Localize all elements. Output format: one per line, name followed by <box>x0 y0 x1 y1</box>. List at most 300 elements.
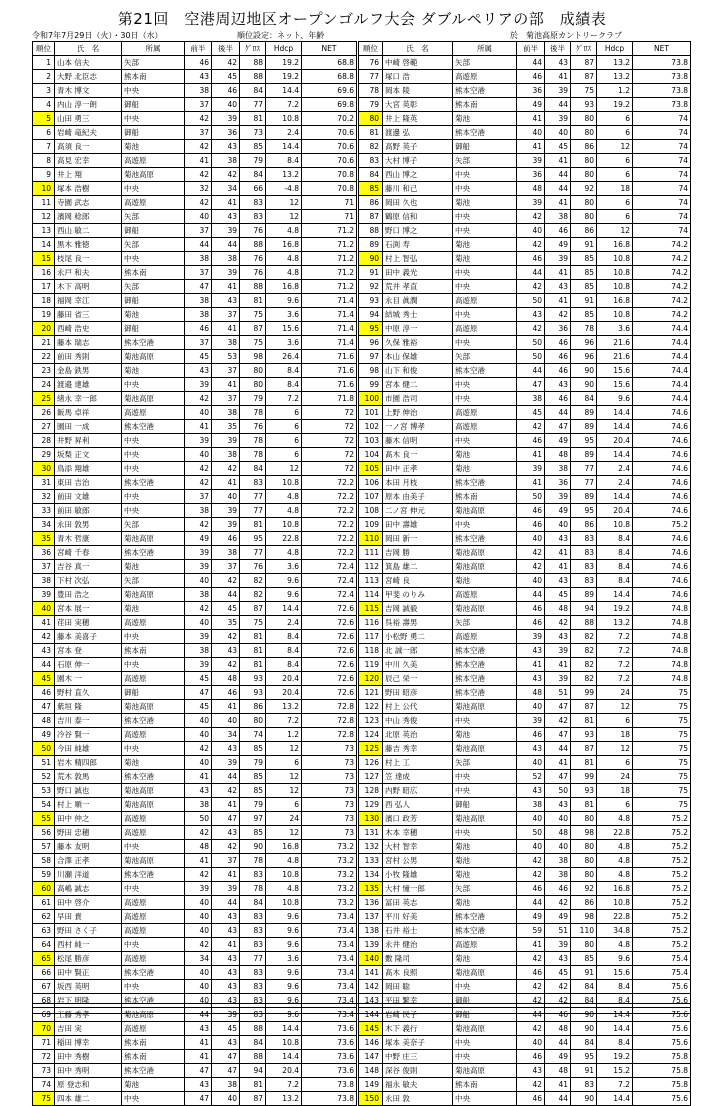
cell-rank: 34 <box>33 518 55 532</box>
table-row <box>359 420 691 434</box>
cell-gross: 88 <box>240 280 266 294</box>
cell-back-nine: 40 <box>212 490 240 504</box>
cell-net: 73.4 <box>302 1008 357 1022</box>
cell-player-name: 濱岡 稔郎 <box>55 210 122 224</box>
cell-club: 高遊原 <box>122 406 185 420</box>
table-row <box>33 392 357 406</box>
cell-net: 72.6 <box>302 644 357 658</box>
cell-club: 菊池高原 <box>122 532 185 546</box>
cell-player-name: 大村 博子 <box>383 154 453 168</box>
cell-gross: 83 <box>240 994 266 1008</box>
cell-player-name: 吉岡 勝 <box>383 546 453 560</box>
cell-club: 熊本空港 <box>453 84 517 98</box>
cell-gross: 79 <box>240 154 266 168</box>
cell-rank: 6 <box>33 126 55 140</box>
cell-hdcp: 20.4 <box>266 686 302 700</box>
cell-front-nine: 41 <box>185 420 212 434</box>
cell-rank: 133 <box>359 854 383 868</box>
cell-net: 75 <box>633 770 691 784</box>
cell-rank: 92 <box>359 280 383 294</box>
cell-back-nine: 49 <box>545 1050 571 1064</box>
table-row <box>33 1064 357 1078</box>
cell-rank: 91 <box>359 266 383 280</box>
cell-back-nine: 41 <box>545 154 571 168</box>
cell-gross: 80 <box>571 168 597 182</box>
cell-front-nine: 39 <box>185 434 212 448</box>
cell-net: 74.2 <box>633 280 691 294</box>
header-hdcp: Hdcp <box>266 42 302 56</box>
cell-net: 74.4 <box>633 350 691 364</box>
cell-front-nine: 43 <box>517 644 545 658</box>
cell-gross: 83 <box>240 938 266 952</box>
cell-net: 74.4 <box>633 336 691 350</box>
cell-net: 71.4 <box>302 322 357 336</box>
cell-hdcp: 4.8 <box>597 938 633 952</box>
cell-net: 74 <box>633 210 691 224</box>
cell-gross: 90 <box>571 1022 597 1036</box>
cell-club: 熊本空港 <box>122 994 185 1008</box>
cell-club: 高遊原 <box>122 826 185 840</box>
cell-gross: 93 <box>240 672 266 686</box>
cell-gross: 85 <box>240 826 266 840</box>
cell-rank: 81 <box>359 126 383 140</box>
cell-back-nine: 43 <box>545 952 571 966</box>
cell-player-name: 豊田 浩之 <box>55 588 122 602</box>
cell-player-name: 村上 智弘 <box>383 252 453 266</box>
cell-gross: 88 <box>571 616 597 630</box>
cell-hdcp: 22.8 <box>597 826 633 840</box>
cell-gross: 90 <box>571 1008 597 1022</box>
cell-back-nine: 41 <box>212 798 240 812</box>
cell-gross: 84 <box>240 1036 266 1050</box>
cell-back-nine: 41 <box>212 476 240 490</box>
table-row <box>359 168 691 182</box>
cell-club: 菊池高原 <box>122 350 185 364</box>
cell-hdcp: 9.6 <box>266 910 302 924</box>
cell-club: 菊池 <box>122 602 185 616</box>
cell-front-nine: 43 <box>517 1064 545 1078</box>
cell-back-nine: 41 <box>545 658 571 672</box>
cell-gross: 86 <box>240 700 266 714</box>
cell-club: 熊本空港 <box>122 336 185 350</box>
cell-rank: 26 <box>33 406 55 420</box>
cell-club: 中央 <box>122 84 185 98</box>
cell-front-nine: 44 <box>517 364 545 378</box>
cell-rank: 37 <box>33 560 55 574</box>
cell-front-nine: 41 <box>517 140 545 154</box>
cell-front-nine: 46 <box>517 728 545 742</box>
cell-back-nine: 43 <box>212 742 240 756</box>
cell-rank: 35 <box>33 532 55 546</box>
cell-net: 70.8 <box>302 182 357 196</box>
cell-net: 75 <box>633 756 691 770</box>
cell-gross: 80 <box>571 812 597 826</box>
cell-hdcp: 2.4 <box>266 126 302 140</box>
cell-club: 菊池高原 <box>453 966 517 980</box>
cell-player-name: 荒木 敦馬 <box>55 770 122 784</box>
table-row <box>359 588 691 602</box>
cell-net: 72.2 <box>302 504 357 518</box>
cell-front-nine: 50 <box>517 294 545 308</box>
cell-club: 熊本南 <box>453 1078 517 1092</box>
cell-net: 69.6 <box>302 84 357 98</box>
table-row <box>33 336 357 350</box>
cell-club: 矢部 <box>122 574 185 588</box>
cell-rank: 5 <box>33 112 55 126</box>
cell-hdcp: 7.2 <box>597 672 633 686</box>
cell-net: 74.6 <box>633 504 691 518</box>
cell-back-nine: 46 <box>545 224 571 238</box>
table-row <box>359 966 691 980</box>
cell-net: 73.8 <box>633 84 691 98</box>
cell-player-name: 呉裕 壽男 <box>383 616 453 630</box>
cell-rank: 61 <box>33 896 55 910</box>
cell-net: 73.4 <box>302 910 357 924</box>
cell-hdcp: 8.4 <box>597 994 633 1008</box>
cell-hdcp: 10.8 <box>597 280 633 294</box>
cell-gross: 78 <box>240 406 266 420</box>
cell-hdcp: 14.4 <box>266 84 302 98</box>
cell-rank: 75 <box>33 1092 55 1106</box>
cell-rank: 136 <box>359 896 383 910</box>
cell-club: 高遊原 <box>122 812 185 826</box>
cell-player-name: 藤川 和己 <box>383 182 453 196</box>
cell-front-nine: 50 <box>517 336 545 350</box>
cell-hdcp: 3.6 <box>266 560 302 574</box>
cell-club: 中央 <box>122 742 185 756</box>
cell-back-nine: 43 <box>212 294 240 308</box>
cell-rank: 112 <box>359 560 383 574</box>
cell-net: 71.2 <box>302 266 357 280</box>
cell-hdcp: 16.8 <box>266 280 302 294</box>
cell-club: 中央 <box>453 336 517 350</box>
cell-rank: 86 <box>359 196 383 210</box>
table-row <box>359 994 691 1008</box>
cell-rank: 59 <box>33 868 55 882</box>
cell-club: 菊池高原 <box>453 560 517 574</box>
cell-rank: 7 <box>33 140 55 154</box>
cell-back-nine: 43 <box>212 924 240 938</box>
cell-player-name: 金島 鉄男 <box>55 364 122 378</box>
cell-rank: 36 <box>33 546 55 560</box>
cell-hdcp: 10.8 <box>597 518 633 532</box>
cell-net: 74.2 <box>633 238 691 252</box>
cell-club: 中央 <box>453 714 517 728</box>
table-row <box>359 280 691 294</box>
cell-back-nine: 46 <box>545 392 571 406</box>
cell-hdcp: -4.8 <box>266 182 302 196</box>
cell-gross: 86 <box>571 518 597 532</box>
cell-rank: 95 <box>359 322 383 336</box>
cell-hdcp: 15.6 <box>266 322 302 336</box>
cell-hdcp: 20.4 <box>597 434 633 448</box>
cell-rank: 102 <box>359 420 383 434</box>
cell-club: 高遊原 <box>453 322 517 336</box>
table-row <box>33 490 357 504</box>
cell-club: 中央 <box>122 1092 185 1106</box>
header-name: 氏 名 <box>383 42 453 56</box>
cell-net: 75.2 <box>633 812 691 826</box>
cell-rank: 111 <box>359 546 383 560</box>
table-row <box>33 938 357 952</box>
cell-net: 74.6 <box>633 574 691 588</box>
cell-gross: 91 <box>571 966 597 980</box>
header-rank: 順位 <box>33 42 55 56</box>
cell-gross: 83 <box>240 910 266 924</box>
cell-back-nine: 41 <box>545 294 571 308</box>
cell-back-nine: 51 <box>545 686 571 700</box>
cell-back-nine: 43 <box>212 210 240 224</box>
cell-rank: 120 <box>359 672 383 686</box>
cell-net: 75.2 <box>633 924 691 938</box>
table-row <box>33 700 357 714</box>
cell-back-nine: 37 <box>212 364 240 378</box>
cell-front-nine: 40 <box>185 924 212 938</box>
cell-rank: 22 <box>33 350 55 364</box>
cell-player-name: 緒永 幸一郎 <box>55 392 122 406</box>
cell-back-nine: 38 <box>545 462 571 476</box>
cell-net: 75.6 <box>633 1092 691 1106</box>
table-row <box>33 140 357 154</box>
cell-club: 高遊原 <box>122 1022 185 1036</box>
cell-net: 75.2 <box>633 882 691 896</box>
cell-rank: 48 <box>33 714 55 728</box>
cell-rank: 109 <box>359 518 383 532</box>
cell-player-name: 大宮 英彰 <box>383 98 453 112</box>
cell-net: 75.2 <box>633 854 691 868</box>
cell-back-nine: 43 <box>545 280 571 294</box>
cell-player-name: 下村 次弘 <box>55 574 122 588</box>
cell-rank: 8 <box>33 154 55 168</box>
cell-player-name: 平川 好美 <box>383 910 453 924</box>
table-row <box>359 70 691 84</box>
cell-hdcp: 4.8 <box>266 252 302 266</box>
cell-hdcp: 19.2 <box>266 56 302 70</box>
cell-back-nine: 44 <box>545 742 571 756</box>
table-row <box>359 252 691 266</box>
cell-player-name: 田中 正孝 <box>383 462 453 476</box>
cell-net: 74.6 <box>633 560 691 574</box>
table-row <box>33 504 357 518</box>
table-row <box>33 252 357 266</box>
cell-back-nine: 44 <box>545 98 571 112</box>
cell-club: 菊池 <box>453 112 517 126</box>
cell-rank: 78 <box>359 84 383 98</box>
cell-net: 74 <box>633 112 691 126</box>
cell-net: 74.4 <box>633 322 691 336</box>
cell-back-nine: 42 <box>545 896 571 910</box>
cell-back-nine: 47 <box>212 1064 240 1078</box>
cell-club: 菊池高原 <box>453 812 517 826</box>
cell-hdcp: 9.6 <box>266 294 302 308</box>
cell-gross: 73 <box>240 126 266 140</box>
cell-rank: 74 <box>33 1078 55 1092</box>
cell-front-nine: 40 <box>185 210 212 224</box>
cell-rank: 32 <box>33 490 55 504</box>
cell-back-nine: 53 <box>212 350 240 364</box>
cell-front-nine: 50 <box>185 812 212 826</box>
cell-back-nine: 38 <box>212 252 240 266</box>
cell-club: 高遊原 <box>453 70 517 84</box>
cell-hdcp: 6 <box>266 406 302 420</box>
cell-player-name: 西 弘人 <box>383 798 453 812</box>
cell-player-name: 岡本 陵 <box>383 84 453 98</box>
cell-rank: 124 <box>359 728 383 742</box>
cell-player-name: 青木 哲康 <box>55 532 122 546</box>
cell-hdcp: 4.8 <box>266 504 302 518</box>
cell-player-name: 藤田 省三 <box>55 308 122 322</box>
cell-gross: 88 <box>240 1050 266 1064</box>
cell-net: 72.4 <box>302 588 357 602</box>
cell-player-name: 吉田 実 <box>55 1022 122 1036</box>
cell-gross: 91 <box>571 1064 597 1078</box>
cell-back-nine: 41 <box>545 560 571 574</box>
cell-gross: 80 <box>571 854 597 868</box>
table-row <box>359 224 691 238</box>
cell-net: 71.8 <box>302 392 357 406</box>
table-row <box>359 924 691 938</box>
cell-player-name: 早田 貴 <box>55 910 122 924</box>
cell-club: 高遊原 <box>122 728 185 742</box>
cell-player-name: 寺園 武志 <box>55 196 122 210</box>
cell-club: 菊池 <box>453 238 517 252</box>
table-row <box>359 434 691 448</box>
cell-front-nine: 59 <box>517 924 545 938</box>
cell-player-name: 紫垣 隆 <box>55 700 122 714</box>
cell-front-nine: 40 <box>185 728 212 742</box>
cell-net: 72.2 <box>302 532 357 546</box>
cell-rank: 79 <box>359 98 383 112</box>
cell-net: 72.2 <box>302 490 357 504</box>
cell-rank: 31 <box>33 476 55 490</box>
cell-player-name: 前田 秀則 <box>55 350 122 364</box>
cell-hdcp: 9.6 <box>266 980 302 994</box>
cell-club: 中央 <box>453 770 517 784</box>
cell-player-name: 田中 秀樹 <box>55 1050 122 1064</box>
cell-net: 73.8 <box>633 98 691 112</box>
cell-hdcp: 12 <box>266 784 302 798</box>
cell-player-name: 田中 仲之 <box>55 812 122 826</box>
cell-club: 中央 <box>453 168 517 182</box>
cell-hdcp: 13.2 <box>266 700 302 714</box>
cell-player-name: 前田 敏郎 <box>55 504 122 518</box>
cell-gross: 76 <box>240 560 266 574</box>
cell-back-nine: 39 <box>212 504 240 518</box>
cell-gross: 83 <box>240 1008 266 1022</box>
cell-front-nine: 40 <box>185 574 212 588</box>
cell-player-name: 内山 淳一朗 <box>55 98 122 112</box>
cell-back-nine: 44 <box>545 168 571 182</box>
cell-club: 御船 <box>122 686 185 700</box>
cell-gross: 76 <box>240 420 266 434</box>
cell-hdcp: 14.4 <box>597 490 633 504</box>
cell-back-nine: 46 <box>545 882 571 896</box>
cell-net: 70.6 <box>302 126 357 140</box>
cell-front-nine: 41 <box>517 938 545 952</box>
cell-back-nine: 47 <box>545 770 571 784</box>
cell-back-nine: 44 <box>545 1036 571 1050</box>
cell-player-name: 木本 幸穂 <box>383 826 453 840</box>
cell-gross: 82 <box>571 630 597 644</box>
cell-front-nine: 40 <box>185 910 212 924</box>
cell-club: 矢部 <box>453 56 517 70</box>
cell-club: 菊池高原 <box>453 700 517 714</box>
cell-back-nine: 40 <box>212 714 240 728</box>
table-row <box>359 938 691 952</box>
cell-gross: 95 <box>240 532 266 546</box>
cell-rank: 69 <box>33 1008 55 1022</box>
cell-club: 中央 <box>453 1050 517 1064</box>
cell-front-nine: 40 <box>185 756 212 770</box>
cell-back-nine: 38 <box>212 448 240 462</box>
cell-club: 中央 <box>122 882 185 896</box>
table-row <box>33 518 357 532</box>
cell-player-name: 冷谷 賢一 <box>55 728 122 742</box>
cell-gross: 83 <box>571 574 597 588</box>
table-row <box>33 532 357 546</box>
cell-net: 73.8 <box>302 1092 357 1106</box>
cell-hdcp: 26.4 <box>266 350 302 364</box>
cell-hdcp: 14.4 <box>597 1092 633 1106</box>
cell-net: 75.2 <box>633 938 691 952</box>
cell-rank: 25 <box>33 392 55 406</box>
cell-player-name: 髙木 良照 <box>383 966 453 980</box>
cell-back-nine: 44 <box>212 770 240 784</box>
table-row <box>33 966 357 980</box>
cell-gross: 77 <box>240 98 266 112</box>
cell-club: 熊本空港 <box>453 910 517 924</box>
cell-player-name: 木下 高明 <box>55 280 122 294</box>
cell-player-name: 岡田 久也 <box>383 196 453 210</box>
cell-hdcp: 8.4 <box>597 1036 633 1050</box>
header-gross: ｸﾞﾛｽ <box>240 42 266 56</box>
cell-net: 72 <box>302 406 357 420</box>
cell-club: 熊本南 <box>122 266 185 280</box>
cell-front-nine: 42 <box>185 168 212 182</box>
cell-player-name: 吉岡 誠毅 <box>383 602 453 616</box>
results-table-left <box>32 41 357 1106</box>
cell-net: 74.8 <box>633 616 691 630</box>
cell-player-name: 松尾 勝彦 <box>55 952 122 966</box>
cell-back-nine: 43 <box>212 980 240 994</box>
cell-front-nine: 45 <box>517 406 545 420</box>
cell-gross: 85 <box>571 252 597 266</box>
cell-front-nine: 48 <box>185 840 212 854</box>
cell-gross: 81 <box>240 518 266 532</box>
cell-player-name: 塚本 美奈子 <box>383 1036 453 1050</box>
cell-hdcp: 16.8 <box>266 238 302 252</box>
cell-net: 70.2 <box>302 112 357 126</box>
cell-player-name: 鳥添 翔雄 <box>55 462 122 476</box>
cell-gross: 92 <box>571 182 597 196</box>
cell-rank: 68 <box>33 994 55 1008</box>
cell-hdcp: 4.8 <box>597 840 633 854</box>
table-row <box>33 308 357 322</box>
table-row <box>359 154 691 168</box>
cell-back-nine: 39 <box>212 756 240 770</box>
cell-club: 熊本南 <box>453 490 517 504</box>
cell-front-nine: 38 <box>185 84 212 98</box>
cell-club: 中央 <box>122 182 185 196</box>
cell-back-nine: 39 <box>545 490 571 504</box>
cell-gross: 99 <box>571 770 597 784</box>
cell-front-nine: 40 <box>517 532 545 546</box>
cell-gross: 81 <box>571 798 597 812</box>
table-row <box>33 70 357 84</box>
cell-player-name: 永田 敦男 <box>55 518 122 532</box>
cell-hdcp: 1.2 <box>597 84 633 98</box>
cell-net: 72.8 <box>302 700 357 714</box>
